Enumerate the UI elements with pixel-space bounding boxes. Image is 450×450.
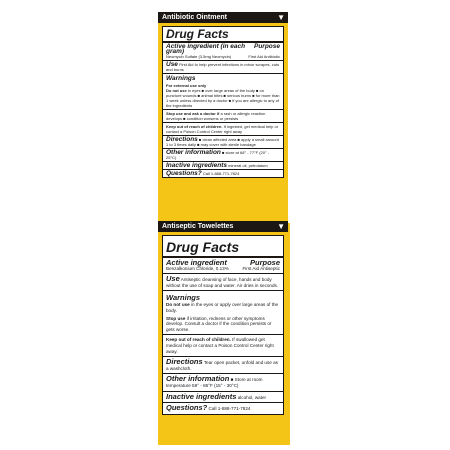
use-section: [163, 273, 283, 290]
questions-text: Call 1-888-771-7824: [202, 171, 240, 176]
panel-header: [158, 12, 288, 23]
drug-facts-title: Drug Facts: [166, 239, 240, 255]
do-not-use-label: Do not use: [166, 88, 187, 93]
use-section: [163, 60, 283, 73]
stop-use-section: [163, 109, 283, 122]
warnings-section: [163, 73, 283, 109]
drug-facts-panel-towelettes: [158, 221, 288, 445]
external-use-text: For external use only: [166, 83, 207, 88]
keep-out-text: If swallowed get medical help or contact a Poison Control Center right away.: [166, 337, 274, 354]
drug-facts-title: Drug Facts: [166, 27, 229, 41]
triangle-down-icon: ▼: [277, 222, 285, 231]
questions-section: [163, 402, 283, 414]
do-not-use-text: in eyes ■ over large areas of the body ■ on puncture wounds ■ animal bites ■ serious burns ■ for more than 1 week unless directed by a doctor ■ if you are allergic to any of the ingredients: [166, 88, 280, 108]
other-info-section: [163, 373, 283, 390]
directions-heading: Directions: [166, 136, 198, 143]
stop-use-text: a rash or allergic reaction develops ■ condition worsens or persists: [166, 111, 266, 121]
panel-header-label: Antiseptic Towelettes: [162, 223, 234, 230]
inactive-section: [163, 391, 283, 403]
use-text: Antiseptic cleansing of face, hands and body without the use of soap and water. Air dries in seconds.: [166, 277, 279, 288]
inactive-heading: Inactive ingredients: [166, 391, 237, 401]
questions-heading: Questions?: [166, 403, 208, 413]
stop-use-label: Stop use: [166, 315, 186, 321]
drug-facts-panel-antibiotic: [158, 12, 288, 223]
other-info-text: ■ Store at room temperature 59° - 86°F (15° - 30°C): [166, 377, 263, 388]
purpose-text: First Aid Antibiotic: [248, 54, 280, 59]
other-info-heading: Other information: [166, 374, 230, 384]
active-ingredient-section: [163, 41, 283, 60]
other-info-heading: Other information: [166, 149, 221, 156]
directions-heading: Directions: [166, 357, 203, 367]
do-not-use-text: in the eyes or apply over large areas of the body.: [166, 302, 279, 313]
yellow-edge-stripe: [288, 223, 290, 445]
inactive-text: mineral oil, petrolatum: [228, 163, 268, 168]
stop-use-text: if irritation, redness or other symptoms develop. Consult a doctor if the condition persists or gets worse.: [166, 315, 272, 332]
use-heading: Use: [166, 61, 178, 68]
keep-out-section: [163, 122, 283, 135]
panel-header: [158, 221, 288, 232]
warnings-heading: Warnings: [166, 75, 196, 82]
purpose-heading: Purpose: [253, 43, 280, 50]
use-text: First Aid to help prevent infections in minor scrapes, cuts and burns: [166, 62, 280, 72]
drug-facts-box: [162, 235, 284, 415]
directions-section: [163, 356, 283, 373]
other-info-text: ■ store at 68° - 77°F (20° - 25°C): [166, 150, 270, 160]
warnings-heading: Warnings: [166, 293, 201, 303]
purpose-text: First Aid Antiseptic: [242, 265, 280, 271]
other-info-section: [163, 148, 283, 161]
warnings-section: [163, 290, 283, 334]
questions-text: Call 1-888-771-7824: [208, 406, 251, 412]
keep-out-text: If ingested, get medical help or contact a Poison Control Center right away: [166, 124, 279, 134]
directions-text: Tear open packet, unfold and use as a washcloth.: [166, 360, 278, 371]
questions-heading: Questions?: [166, 170, 202, 177]
active-ingredient-heading: Active ingredient: [166, 258, 227, 267]
directions-text: ■ clean affected area ■ apply a small amount 1 to 3 times daily ■ may cover with sterile bandage: [166, 137, 279, 147]
keep-out-label: Keep out of reach of children.: [166, 337, 231, 343]
keep-out-label: Keep out of reach of children.: [166, 124, 223, 129]
keep-out-section: [163, 334, 283, 356]
active-ingredient-section: [163, 256, 283, 273]
inactive-section: [163, 161, 283, 169]
inactive-text: alcohol, water: [237, 394, 267, 400]
active-ingredient-text: Benzalkonium Chloride, 0.13%: [166, 265, 229, 271]
directions-section: [163, 135, 283, 148]
drug-facts-box: [162, 26, 284, 178]
active-ingredient-heading: Active ingredient (in each gram): [166, 43, 246, 55]
stop-use-label: Stop use and ask a doctor if: [166, 111, 220, 116]
panel-header-label: Antibiotic Ointment: [162, 14, 227, 21]
triangle-down-icon: ▼: [277, 13, 285, 22]
questions-section: [163, 169, 283, 177]
purpose-heading: Purpose: [249, 258, 280, 267]
inactive-heading: Inactive ingredients: [166, 162, 228, 169]
do-not-use-label: Do not use: [166, 302, 190, 308]
active-ingredient-text: Neomycin Sulfate (3.5mg Neomycin): [166, 54, 232, 59]
use-heading: Use: [166, 274, 180, 284]
